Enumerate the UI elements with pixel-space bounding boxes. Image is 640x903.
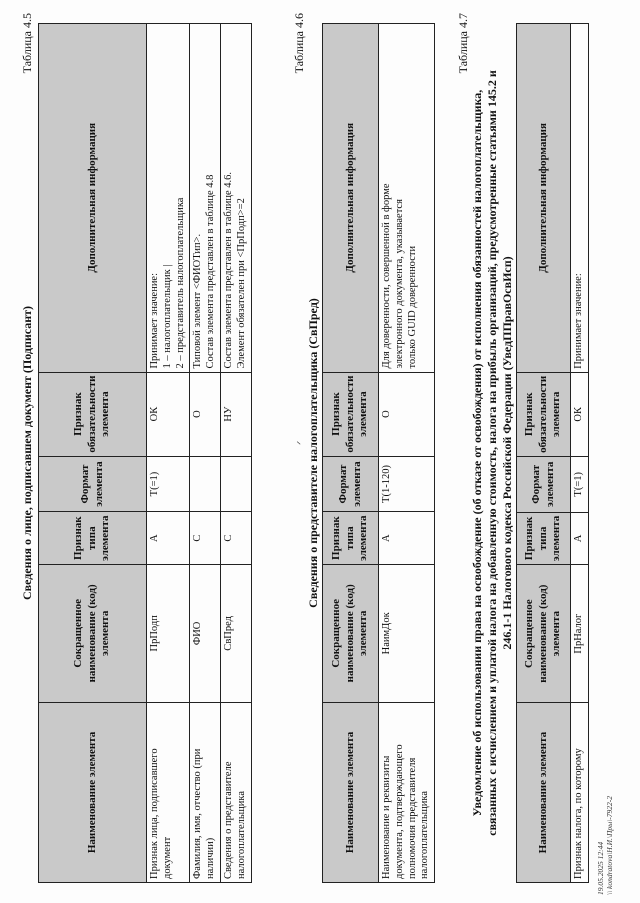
cell-info: Принимает значение: bbox=[571, 24, 589, 373]
cell-format bbox=[220, 456, 251, 512]
header-type-flag: Признак типа элемента bbox=[39, 512, 147, 564]
cell-format: T(=1) bbox=[147, 456, 190, 512]
cell-info: Принимает значение: 1 – налогоплательщик | 2 – представитель налогоплательщика bbox=[147, 24, 190, 373]
cell-info: Состав элемента представлен в таблице 4.6. Элемент обязателен при <ПрПодп>=2 bbox=[220, 24, 251, 373]
header-format: Формат элемента bbox=[39, 456, 147, 512]
cell-element-name: Сведения о представителе налогоплательщика bbox=[220, 702, 251, 882]
cell-code: ПрПодп bbox=[147, 564, 190, 702]
cell-element-name: Фамилия, имя, отчество (при наличии) bbox=[190, 702, 221, 882]
table-4-6 bbox=[322, 23, 435, 883]
header-type-flag: Признак типа элемента bbox=[323, 512, 379, 564]
table-4-6-label: Таблица 4.6 bbox=[292, 13, 306, 74]
table-row bbox=[147, 24, 190, 883]
print-path: \\ kondratova\Н.И.\Пры\-7922-2 bbox=[605, 795, 615, 895]
table-row bbox=[190, 24, 221, 883]
header-short-code: Сокращенное наименование (код) элемента bbox=[517, 565, 571, 703]
header-element-name: Наименование элемента bbox=[39, 702, 147, 882]
scan-mark: ᐟ bbox=[296, 440, 307, 445]
table-4-7 bbox=[516, 23, 589, 883]
table-4-7-caption bbox=[470, 23, 515, 883]
cell-format: T(=1) bbox=[571, 456, 589, 512]
table-row bbox=[220, 24, 251, 883]
header-row bbox=[517, 24, 571, 883]
cell-type: С bbox=[220, 512, 251, 564]
table-row bbox=[379, 24, 435, 883]
header-element-name: Наименование элемента bbox=[517, 703, 571, 883]
cell-type: С bbox=[190, 512, 221, 564]
cell-code: СвПред bbox=[220, 564, 251, 702]
cell-element-name: Наименование и реквизиты документа, подтверждающего полномочия представителя налогоплательщика bbox=[379, 702, 435, 882]
caption-line: 246.1-1 Налогового кодекса Российской Федерации (УведППравОсвИсп) bbox=[500, 256, 514, 650]
table-4-5-label: Таблица 4.5 bbox=[20, 13, 34, 74]
cell-info: Для доверенности, совершенной в форме электронного документа, указывается только GUID доверенности bbox=[379, 24, 435, 373]
caption-line: Уведомление об использовании права на освобождение (об отказе от освобождения) от исполнения обязанностей налогоплательщика, bbox=[470, 89, 484, 817]
table-4-6-caption: Сведения о представителе налогоплательщика (СвПред) bbox=[306, 298, 320, 608]
cell-type: А bbox=[379, 512, 435, 564]
cell-type: А bbox=[147, 512, 190, 564]
cell-code: НаимДок bbox=[379, 564, 435, 702]
header-format: Формат элемента bbox=[517, 456, 571, 512]
table-4-7-label: Таблица 4.7 bbox=[456, 13, 470, 74]
cell-required: ОК bbox=[147, 372, 190, 456]
cell-required: ОК bbox=[571, 372, 589, 456]
cell-required: НУ bbox=[220, 372, 251, 456]
cell-element-name: Признак налога, по которому bbox=[571, 703, 589, 883]
cell-required: О bbox=[190, 372, 221, 456]
header-format: Формат элемента bbox=[323, 456, 379, 512]
header-row bbox=[323, 24, 379, 883]
header-element-name: Наименование элемента bbox=[323, 702, 379, 882]
header-short-code: Сокращенное наименование (код) элемента bbox=[323, 564, 379, 702]
cell-type: А bbox=[571, 512, 589, 564]
cell-format: T(1-120) bbox=[379, 456, 435, 512]
cell-element-name: Признак лица, подписавшего документ bbox=[147, 702, 190, 882]
cell-code: ФИО bbox=[190, 564, 221, 702]
table-row bbox=[571, 24, 589, 883]
header-additional-info: Дополнительная информация bbox=[517, 24, 571, 373]
cell-required: О bbox=[379, 372, 435, 456]
caption-line: связанных с исчислением и уплатой налога на добавленную стоимость, налога на прибыль организаций, предусмотренные статьями 145.2 и bbox=[485, 70, 499, 836]
cell-code: ПрНалог bbox=[571, 565, 589, 703]
table-4-5 bbox=[38, 23, 252, 883]
header-additional-info: Дополнительная информация bbox=[39, 24, 147, 373]
cell-info: Типовой элемент <ФИОТип>. Состав элемента представлен в таблице 4.8 bbox=[190, 24, 221, 373]
header-row bbox=[39, 24, 147, 883]
header-required-flag: Признак обязательности элемента bbox=[323, 372, 379, 456]
print-timestamp: 19.05.2025 12:44 bbox=[596, 841, 605, 895]
header-additional-info: Дополнительная информация bbox=[323, 24, 379, 373]
cell-format bbox=[190, 456, 221, 512]
header-type-flag: Признак типа элемента bbox=[517, 512, 571, 564]
header-required-flag: Признак обязательности элемента bbox=[517, 372, 571, 456]
table-4-5-caption: Сведения о лице, подписавшем документ (Подписант) bbox=[20, 305, 34, 601]
header-short-code: Сокращенное наименование (код) элемента bbox=[39, 564, 147, 702]
print-footer bbox=[596, 595, 615, 895]
header-required-flag: Признак обязательности элемента bbox=[39, 372, 147, 456]
